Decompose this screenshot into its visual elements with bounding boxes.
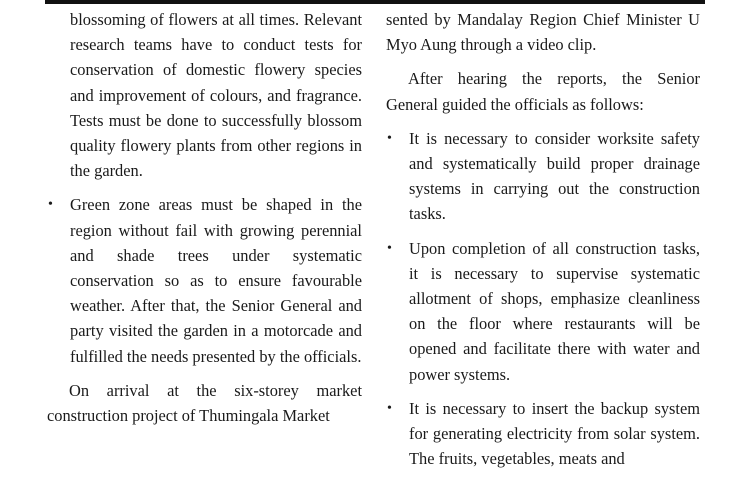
right-text-column: [386, 0, 700, 480]
paragraph-arrival: On arrival at the six-storey market construction project of Thumingala Market: [47, 380, 362, 426]
bullet-text-backup: It is necessary to insert the backup system for generating electricity from solar system. The fruits, vegetables, meats and: [409, 398, 700, 469]
left-text-column: [47, 0, 362, 437]
bullet-item-green-zone: [47, 192, 362, 368]
continued-paragraph: sented by Mandalay Region Chief Minister U Myo Aung through a video clip.: [386, 10, 700, 55]
bullet-dot: •: [48, 197, 53, 213]
paragraph-after-hearing: After hearing the reports, the Senior General guided the officials as follows:: [386, 69, 700, 114]
continued-bullet-text: blossoming of flowers at all times. Relevant research teams have to conduct tests for conservation of domestic flowery species and improvement of colours, and fragrance. Tests must be done to successfully blossom quality flowery plants from other regions in the garden.: [70, 10, 362, 181]
bullet-dot: •: [387, 240, 392, 256]
bullet-text-upon-completion: Upon completion of all construction tasks, it is necessary to supervise systematic allotment of shops, emphasize cleanliness on the floor where restaurants will be opened and facilitate there with water and power systems.: [409, 238, 700, 384]
bullet-item-backup: [386, 396, 700, 472]
bullet-dot: •: [387, 130, 392, 146]
bullet-item-worksite: [386, 126, 700, 227]
bullet-dot: •: [387, 400, 392, 416]
bullet-text-worksite: It is necessary to consider worksite safety and systematically build proper drainage systems in carrying out the construction tasks.: [409, 128, 700, 224]
bullet-item-upon-completion: [386, 236, 700, 387]
continued-bullet-item: [47, 7, 362, 183]
bullet-text-green-zone: Green zone areas must be shaped in the region without fail with growing perennial and shade trees under systematic conservation so as to ensure favourable weather. After that, the Senior General and party visited the garden in a motorcade and fulfilled the needs presented by the officials.: [70, 195, 362, 366]
